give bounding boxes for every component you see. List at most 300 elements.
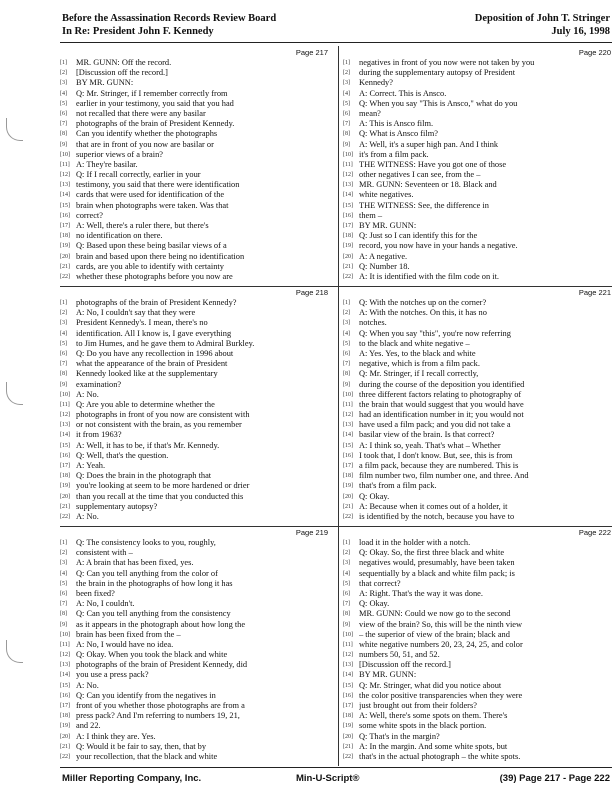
line-text: cards, are you able to identify with certainty — [76, 261, 224, 271]
line-number: [5] — [343, 100, 350, 107]
line-text: Q: That's in the margin? — [359, 731, 440, 741]
transcript-page — [343, 526, 612, 766]
transcript-lines — [343, 538, 612, 762]
line-number: [19] — [60, 243, 70, 250]
transcript-line — [60, 410, 332, 420]
transcript-line — [343, 650, 612, 660]
transcript-line — [343, 140, 612, 150]
transcript-line — [60, 620, 332, 630]
line-text: Q: Mr. Stringer, what did you notice about — [359, 680, 502, 690]
line-number: [19] — [60, 483, 70, 490]
line-number: [8] — [343, 371, 350, 378]
line-number: [6] — [60, 350, 67, 357]
transcript-line — [343, 512, 612, 522]
transcript-line — [343, 68, 612, 78]
transcript-line — [60, 732, 332, 742]
line-text: it from 1963? — [76, 430, 122, 440]
line-text: that's in the actual photograph – the white spots. — [359, 751, 521, 761]
line-number: [8] — [60, 131, 67, 138]
transcript-line — [343, 721, 612, 731]
line-number: [8] — [60, 371, 67, 378]
line-text: Q: Well, that's the question. — [76, 450, 169, 460]
line-number: [22] — [343, 513, 353, 520]
transcript-line — [343, 109, 612, 119]
line-number: [20] — [343, 493, 353, 500]
line-number: [15] — [60, 442, 70, 449]
line-number: [13] — [60, 422, 70, 429]
line-number: [17] — [60, 703, 70, 709]
transcript-line — [60, 140, 332, 150]
transcript-line — [343, 451, 612, 461]
line-text: A: No, I couldn't. — [76, 599, 135, 609]
transcript-line — [343, 701, 612, 711]
transcript-line — [343, 640, 612, 650]
transcript-line — [60, 650, 332, 660]
line-number: [15] — [343, 202, 353, 209]
transcript-line — [60, 109, 332, 119]
transcript-line — [60, 742, 332, 752]
line-text: supplementary autopsy? — [76, 501, 158, 511]
transcript-line — [343, 732, 612, 742]
transcript-line — [60, 201, 332, 211]
line-text: Q: Okay. When you took the black and white — [76, 650, 228, 660]
deposition-date: July 16, 1998 — [551, 26, 610, 37]
line-number: [11] — [60, 401, 70, 408]
transcript-line — [343, 272, 612, 282]
line-number: [20] — [60, 733, 70, 740]
line-text: A: It is identified with the film code on it. — [359, 271, 500, 281]
line-number: [2] — [60, 550, 67, 557]
transcript-line — [60, 609, 332, 619]
line-number: [8] — [343, 131, 350, 138]
line-text: photographs of the brain of President Kennedy. — [76, 119, 235, 129]
transcript-line — [343, 180, 612, 190]
transcript-line — [60, 339, 332, 349]
line-text: sequentially by a black and white film pack; is — [359, 568, 515, 578]
transcript-line — [343, 471, 612, 481]
line-text: identification. All I know is, I gave everything — [76, 328, 232, 338]
transcript-line — [60, 481, 332, 491]
line-text: a film pack, because they are numbered. This is — [359, 461, 519, 470]
binder-hole-mark — [6, 382, 23, 405]
line-number: [19] — [343, 483, 353, 490]
line-number: [9] — [343, 141, 350, 148]
line-number: [1] — [60, 60, 67, 66]
transcript-line — [343, 691, 612, 701]
line-text: Q: Just so I can identify this for the — [359, 231, 478, 241]
transcript-line — [343, 660, 612, 670]
transcript-line — [60, 150, 332, 160]
line-number: [7] — [60, 361, 67, 368]
transcript-line — [343, 609, 612, 619]
line-text: photographs of the brain of President Kennedy, did — [76, 660, 248, 670]
line-number: [17] — [343, 463, 353, 469]
transcript-line — [60, 589, 332, 599]
transcript-line — [343, 369, 612, 379]
line-text: negatives in front of you now were not taken by you — [359, 58, 535, 67]
line-number: [10] — [60, 631, 70, 638]
transcript-line — [60, 129, 332, 139]
line-number: [10] — [343, 151, 353, 158]
line-text: MR. GUNN: Could we now go to the second — [359, 609, 511, 619]
binder-hole-mark — [6, 118, 23, 141]
line-number: [19] — [343, 723, 353, 730]
transcript-line — [60, 359, 332, 369]
transcript-line — [60, 89, 332, 99]
transcript-line — [60, 241, 332, 251]
line-text: THE WITNESS: Have you got one of those — [359, 159, 507, 169]
line-number: [2] — [343, 310, 350, 317]
line-text: Q: Can you tell anything from the color of — [76, 568, 218, 578]
transcript-line — [60, 298, 332, 308]
transcript-line — [60, 670, 332, 680]
transcript-line — [343, 589, 612, 599]
line-number: [15] — [343, 442, 353, 449]
transcript-lines — [60, 298, 332, 522]
line-number: [7] — [60, 121, 67, 128]
line-text: Q: Based upon these being basilar views of a — [76, 241, 227, 251]
line-text: no identification on there. — [76, 231, 163, 241]
line-text: you use a press pack? — [76, 670, 149, 680]
line-number: [22] — [60, 273, 70, 280]
line-number: [1] — [343, 300, 350, 306]
line-number: [22] — [60, 513, 70, 520]
line-text: that correct? — [359, 578, 401, 588]
line-number: [17] — [343, 223, 353, 229]
transcript-line — [60, 461, 332, 471]
line-number: [9] — [60, 621, 67, 628]
transcript-line — [343, 211, 612, 221]
line-number: [22] — [343, 273, 353, 280]
transcript-line — [60, 599, 332, 609]
line-number: [6] — [343, 350, 350, 357]
transcript-line — [343, 58, 612, 68]
line-number: [17] — [60, 463, 70, 469]
line-number: [13] — [343, 182, 353, 189]
line-text: Q: Do you have any recollection in 1996 about — [76, 348, 234, 358]
line-text: you're looking at seem to be more hardened or drier — [76, 481, 250, 491]
line-number: [19] — [343, 243, 353, 250]
transcript-line — [343, 298, 612, 308]
transcript-line — [343, 742, 612, 752]
line-number: [7] — [60, 601, 67, 608]
line-number: [3] — [343, 80, 350, 87]
reporter-name: Miller Reporting Company, Inc. — [62, 773, 202, 784]
transcript-line — [343, 380, 612, 390]
line-number: [4] — [60, 330, 67, 337]
line-number: [12] — [60, 172, 70, 179]
transcript-lines — [60, 538, 332, 762]
line-text: A: They're basilar. — [76, 159, 138, 169]
line-number: [6] — [60, 590, 67, 597]
transcript-line — [60, 471, 332, 481]
line-text: A: A negative. — [359, 251, 408, 261]
line-number: [14] — [60, 432, 70, 439]
transcript-line — [60, 390, 332, 400]
transcript-line — [60, 58, 332, 68]
line-text: A: Because when it comes out of a holder, it — [359, 501, 508, 511]
line-number: [3] — [343, 320, 350, 327]
transcript-line — [60, 119, 332, 129]
line-text: superior views of a brain? — [76, 149, 163, 159]
transcript-line — [60, 308, 332, 318]
line-number: [8] — [343, 611, 350, 618]
line-text: MR. GUNN: Off the record. — [76, 58, 172, 67]
column-divider — [338, 46, 339, 766]
line-text: earlier in your testimony, you said that you had — [76, 98, 234, 108]
transcript-line — [343, 150, 612, 160]
transcript-line — [60, 190, 332, 200]
line-text: [Discussion off the record.] — [76, 68, 168, 78]
transcript-line — [343, 221, 612, 231]
line-number: [7] — [343, 121, 350, 128]
line-text: three different factors relating to photography of — [359, 389, 522, 399]
line-number: [9] — [60, 381, 67, 388]
line-number: [10] — [343, 391, 353, 398]
line-text: them – — [359, 210, 383, 220]
line-number: [16] — [60, 212, 70, 219]
line-text: A: No. — [76, 511, 99, 521]
line-number: [3] — [60, 80, 67, 87]
line-text: brain and based upon there being no identification — [76, 251, 245, 261]
line-text: I took that, I don't know. But, see, this is from — [359, 450, 513, 460]
transcript-page — [60, 526, 332, 766]
transcript-line — [60, 420, 332, 430]
transcript-line — [343, 89, 612, 99]
transcript-line — [60, 180, 332, 190]
line-number: [5] — [60, 580, 67, 587]
line-text: consistent with – — [76, 548, 133, 558]
transcript-line — [60, 252, 332, 262]
line-number: [13] — [343, 662, 353, 669]
transcript-line — [60, 68, 332, 78]
transcript-line — [343, 492, 612, 502]
line-text: press pack? And I'm referring to numbers 19, 21, — [76, 711, 240, 721]
transcript-line — [343, 461, 612, 471]
transcript-line — [60, 752, 332, 762]
line-number: [4] — [343, 570, 350, 577]
line-number: [16] — [60, 692, 70, 699]
line-number: [11] — [60, 641, 70, 648]
transcript-line — [60, 579, 332, 589]
line-text: A: Correct. This is Ansco. — [359, 88, 447, 98]
line-number: [9] — [343, 381, 350, 388]
transcript-line — [343, 349, 612, 359]
transcript-line — [343, 569, 612, 579]
transcript-line — [60, 231, 332, 241]
line-text: Q: Mr. Stringer, if I recall correctly, — [359, 369, 479, 379]
line-number: [11] — [343, 401, 353, 408]
transcript-line — [60, 318, 332, 328]
line-number: [11] — [60, 161, 70, 168]
line-text: that's from a film pack. — [359, 481, 437, 491]
page-number: Page 219 — [295, 528, 328, 537]
transcript-line — [60, 329, 332, 339]
page-number: Page 221 — [578, 288, 611, 297]
line-text: A: I think so, yeah. That's what – Whether — [359, 440, 501, 450]
transcript-line — [343, 252, 612, 262]
header-right — [475, 12, 610, 38]
line-number: [6] — [60, 110, 67, 117]
transcript-line — [343, 231, 612, 241]
line-text: what the appearance of the brain of President — [76, 359, 228, 369]
footer-rule — [60, 767, 612, 768]
line-number: [14] — [343, 432, 353, 439]
transcript-line — [60, 630, 332, 640]
line-text: examination? — [76, 379, 122, 389]
transcript-line — [343, 308, 612, 318]
transcript-page — [343, 46, 612, 286]
transcript-line — [60, 538, 332, 548]
line-number: [12] — [343, 652, 353, 659]
transcript-line — [60, 272, 332, 282]
transcript-line — [60, 548, 332, 558]
transcript-line — [343, 558, 612, 568]
line-text: notches. — [359, 318, 387, 328]
line-number: [21] — [60, 503, 70, 510]
line-text: President Kennedy's. I mean, there's no — [76, 318, 208, 328]
line-text: A: No. — [76, 680, 99, 690]
line-text: A: Well, it has to be, if that's Mr. Kennedy. — [76, 440, 220, 450]
line-number: [16] — [343, 212, 353, 219]
transcript-line — [343, 420, 612, 430]
line-text: MR. GUNN: Seventeen or 18. Black and — [359, 180, 497, 190]
line-text: cards that were used for identification of the — [76, 190, 225, 200]
line-number: [5] — [343, 340, 350, 347]
transcript-line — [343, 190, 612, 200]
line-number: [3] — [60, 320, 67, 327]
transcript-line — [343, 99, 612, 109]
line-text: A: In the margin. And some white spots, but — [359, 741, 508, 751]
line-text: as it appears in the photograph about how long the — [76, 619, 246, 629]
line-text: Q: Okay. So, the first three black and white — [359, 548, 505, 558]
line-number: [18] — [343, 473, 353, 480]
line-number: [21] — [60, 743, 70, 750]
line-text: Q: The consistency looks to you, roughly, — [76, 538, 216, 547]
line-number: [21] — [343, 503, 353, 510]
line-text: Q: Can you tell anything from the consistency — [76, 609, 231, 619]
line-text: Q: With the notches up on the corner? — [359, 298, 487, 307]
line-text: just brought out from their folders? — [359, 701, 477, 710]
line-number: [18] — [60, 233, 70, 240]
line-number: [2] — [60, 70, 67, 77]
line-number: [5] — [60, 100, 67, 107]
line-text: A: Right. That's the way it was done. — [359, 588, 483, 598]
line-number: [15] — [60, 202, 70, 209]
transcript-line — [343, 579, 612, 589]
transcript-line — [60, 569, 332, 579]
line-text: the brain in the photographs of how long it has — [76, 578, 233, 588]
line-number: [12] — [60, 412, 70, 419]
transcript-line — [343, 129, 612, 139]
line-text: Q: When you say "this", you're now referring — [359, 328, 511, 338]
line-text: is identified by the notch, because you have to — [359, 511, 515, 521]
page-number: Page 220 — [578, 48, 611, 57]
line-number: [10] — [343, 631, 353, 638]
line-text: film number two, film number one, and three. And — [359, 471, 529, 481]
line-number: [16] — [343, 692, 353, 699]
transcript-page — [343, 286, 612, 526]
line-text: photographs in front of you now are consistent with — [76, 410, 250, 420]
line-text: A: Well, there's a ruler there, but there's — [76, 221, 209, 230]
line-text: Q: What is Ansco film? — [359, 129, 438, 139]
transcript-line — [343, 119, 612, 129]
line-text: correct? — [76, 210, 103, 220]
transcript-line — [60, 430, 332, 440]
line-text: Q: When you say "This is Ansco," what do you — [359, 98, 518, 108]
line-text: during the course of the deposition you identified — [359, 379, 525, 389]
line-number: [22] — [60, 753, 70, 760]
transcript-line — [60, 369, 332, 379]
line-number: [2] — [343, 70, 350, 77]
line-number: [14] — [343, 672, 353, 679]
line-number: [2] — [343, 550, 350, 557]
line-number: [14] — [60, 192, 70, 199]
line-text: than you recall at the time that you conducted this — [76, 491, 244, 501]
line-number: [1] — [60, 540, 67, 546]
line-text: record, you now have in your hands a negative. — [359, 241, 518, 251]
line-text: whether these photographs before you now are — [76, 271, 233, 281]
line-text: numbers 50, 51, and 52. — [359, 650, 440, 660]
line-text: other negatives I can see, from the – — [359, 170, 481, 180]
line-number: [11] — [343, 161, 353, 168]
transcript-line — [343, 599, 612, 609]
line-number: [4] — [343, 90, 350, 97]
line-number: [5] — [60, 340, 67, 347]
line-number: [16] — [60, 452, 70, 459]
transcript-line — [60, 558, 332, 568]
line-number: [15] — [60, 682, 70, 689]
page-range: (39) Page 217 - Page 222 — [499, 773, 610, 784]
line-text: your recollection, that the black and white — [76, 751, 218, 761]
line-text: Q: Mr. Stringer, if I remember correctly from — [76, 88, 228, 98]
line-number: [1] — [60, 300, 67, 306]
line-number: [17] — [343, 703, 353, 709]
page-number: Page 217 — [295, 48, 328, 57]
transcript-line — [60, 380, 332, 390]
transcript-line — [343, 78, 612, 88]
transcript-lines — [343, 298, 612, 522]
line-text: or not consistent with the brain, as you remember — [76, 420, 242, 430]
line-number: [16] — [343, 452, 353, 459]
transcript-lines — [60, 58, 332, 282]
line-number: [20] — [343, 253, 353, 260]
line-number: [17] — [60, 223, 70, 229]
transcript-page — [60, 46, 332, 286]
line-number: [21] — [343, 743, 353, 750]
line-text: A: Yes. Yes, to the black and white — [359, 348, 476, 358]
transcript-line — [60, 211, 332, 221]
transcript-line — [60, 681, 332, 691]
line-text: A: Well, it's a super high pan. And I think — [359, 139, 499, 149]
line-text: BY MR. GUNN: — [359, 221, 417, 230]
line-text: Can you identify whether the photographs — [76, 129, 218, 139]
transcript-line — [60, 99, 332, 109]
line-number: [14] — [343, 192, 353, 199]
line-text: A: With the notches. On this, it has no — [359, 308, 487, 318]
transcript-line — [343, 339, 612, 349]
transcript-line — [60, 78, 332, 88]
header-left — [62, 12, 276, 38]
line-text: some white spots in the black portion. — [359, 721, 487, 731]
line-text: to the black and white negative – — [359, 338, 470, 348]
line-text: and 22. — [76, 721, 101, 731]
transcript-line — [60, 711, 332, 721]
transcript-line — [60, 160, 332, 170]
transcript-line — [60, 451, 332, 461]
line-text: Q: If I recall correctly, earlier in your — [76, 170, 201, 180]
line-text: not recalled that there were any basilar — [76, 108, 206, 118]
